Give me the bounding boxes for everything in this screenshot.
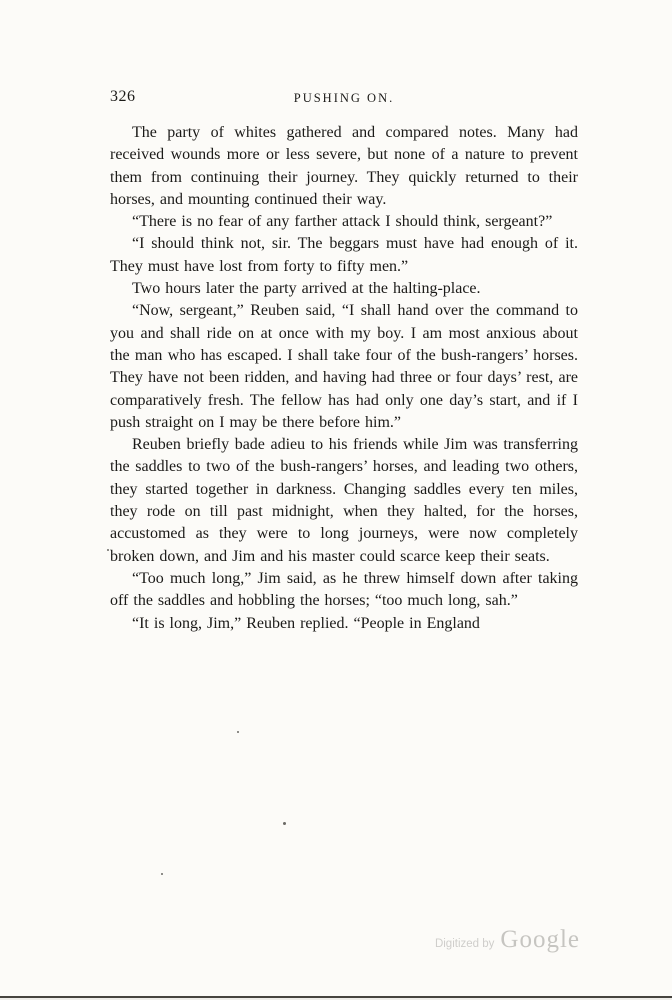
page-number: 326 [110, 88, 136, 105]
google-logo: Google [500, 926, 580, 953]
paragraph: Reuben briefly bade adieu to his friends while Jim was transferring the saddles to two of the bush-rangers’ horses, and leading two others, they started together in darkness. Changing saddles every ten miles, they rode on till past midnight, when they halted, for the horses, accustomed as they were to long journeys, were now completely broken down, and Jim and his master could scarce keep their seats. [110, 436, 578, 565]
paragraph: “It is long, Jim,” Reuben replied. “People in England [132, 614, 480, 632]
paragraph: “Now, sergeant,” Reuben said, “I shall hand over the command to you and shall ride on at once with my boy. I am most anxious about the man who has escaped. I shall take four of the bush-rangers’ horses. They have not been ridden, and having had three or four days’ rest, are comparatively fresh. The fellow has had only one day’s start, and if I push straight on I may be there before him.” [110, 302, 578, 431]
paragraph: “I should think not, sir. The beggars must have had enough of it. They must have lost from forty to fifty men.” [110, 235, 578, 275]
paragraph: The party of whites gathered and compared notes. Many had received wounds more or less severe, but none of a nature to prevent them from continuing their journey. They quickly returned to their horses, and mounting continued their way. [110, 124, 578, 208]
paragraph: Two hours later the party arrived at the halting-place. [132, 280, 481, 298]
scan-artifact [107, 549, 109, 551]
digitized-by-label: Digitized by [434, 938, 495, 950]
paragraph: “Too much long,” Jim said, as he threw himself down after taking off the saddles and hobbling the horses; “too much long, sah.” [110, 569, 578, 610]
scan-artifact [237, 731, 239, 733]
watermark [435, 926, 580, 954]
paragraph: “There is no fear of any farther attack I should think, sergeant?” [132, 213, 553, 231]
page-header [110, 88, 578, 110]
running-title: PUSHING ON. [293, 91, 395, 105]
scan-artifact [283, 822, 286, 825]
page-body [110, 122, 578, 635]
scan-artifact [161, 873, 163, 875]
